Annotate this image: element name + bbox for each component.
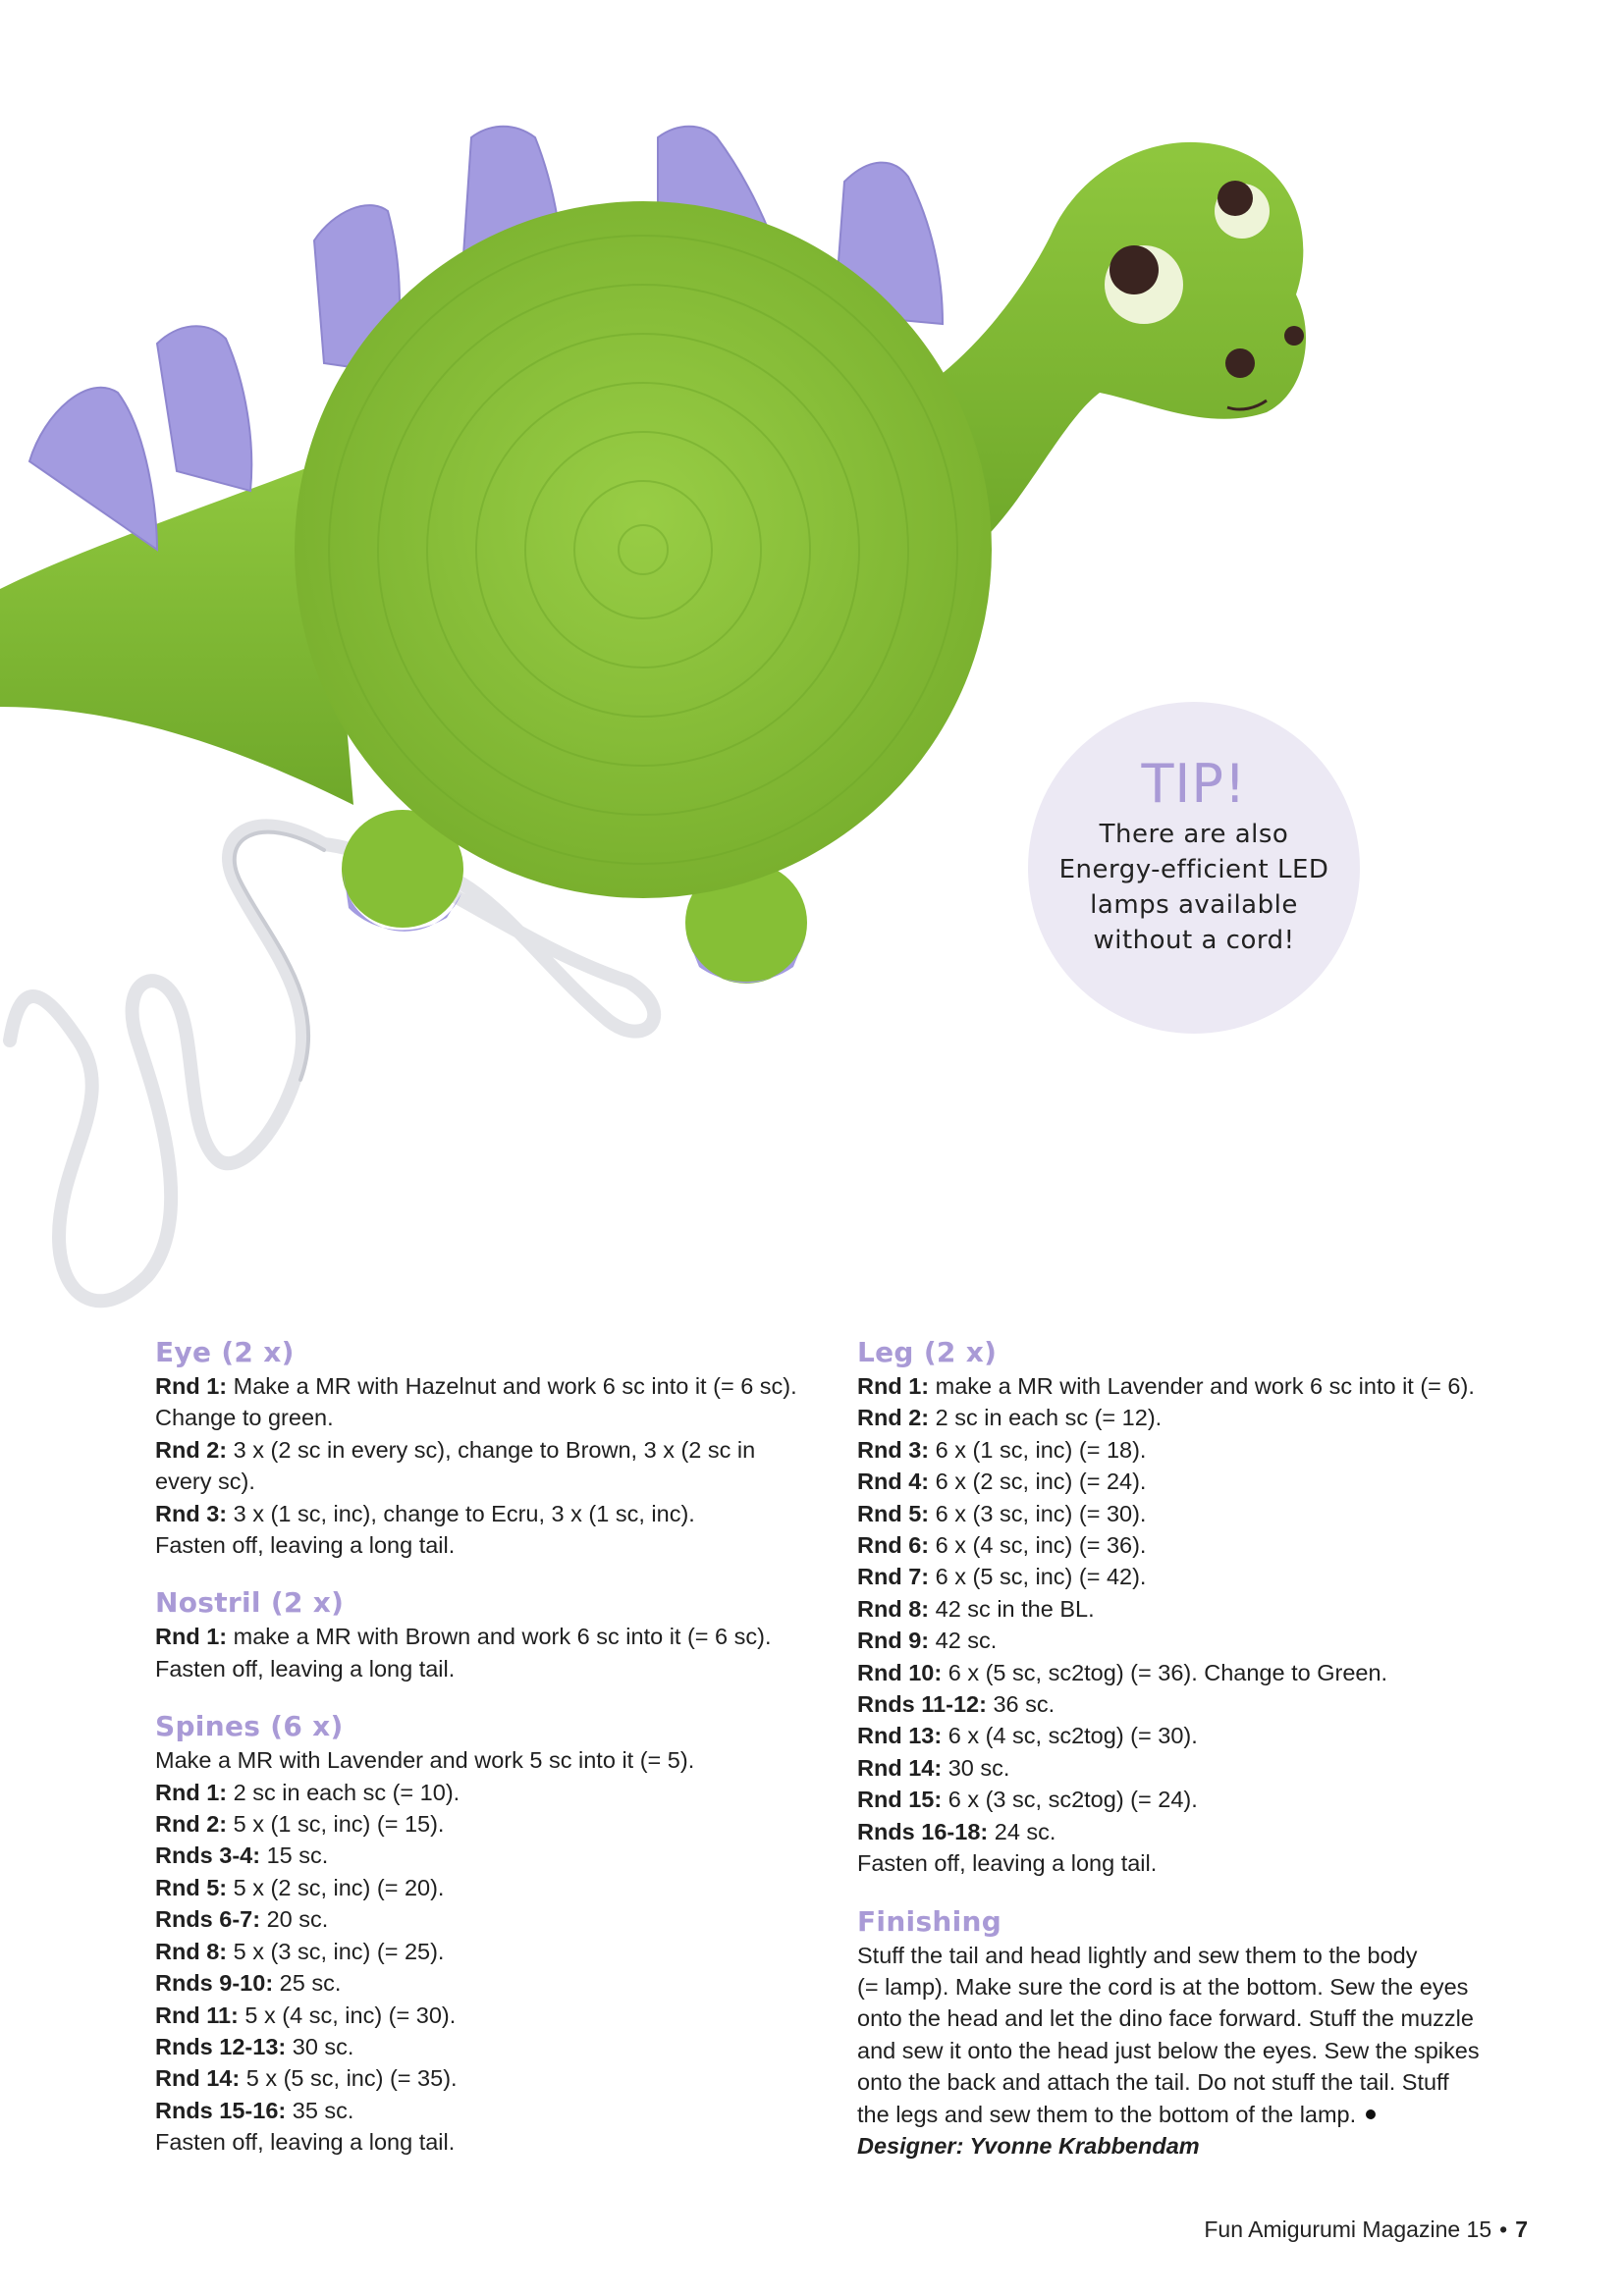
pattern-line: Rnd 6: 6 x (4 sc, inc) (= 36). (857, 1532, 1147, 1559)
section-heading: Finishing (857, 1904, 1002, 1938)
left-column (155, 1335, 842, 2183)
dino-nostril (1284, 326, 1304, 346)
pattern-line: Rnds 16-18: 24 sc. (857, 1818, 1056, 1844)
pattern-line: Change to green. (155, 1405, 334, 1431)
pattern-line: Rnd 4: 6 x (2 sc, inc) (= 24). (857, 1468, 1147, 1495)
section-leg (857, 1335, 1544, 1880)
finishing-line: (= lamp). Make sure the cord is at the bottom. Sew the eyes (857, 1973, 1469, 2000)
section-heading: Nostril (2 x) (155, 1586, 345, 1620)
right-column (857, 1335, 1544, 2186)
pattern-line: Rnds 9-10: 25 sc. (155, 1970, 342, 1997)
lamp-cord (10, 826, 654, 1301)
finishing-line: and sew it onto the head just below the eyes. Sew the spikes (857, 2037, 1480, 2063)
pattern-line: Rnd 8: 42 sc in the BL. (857, 1595, 1095, 1622)
designer-credit: Designer: Yvonne Krabbendam (857, 2132, 1200, 2159)
pattern-line: Rnd 3: 3 x (1 sc, inc), change to Ecru, 3 x (1 sc, inc). (155, 1500, 695, 1526)
end-bullet-icon (1366, 2109, 1376, 2119)
pattern-line: Rnds 6-7: 20 sc. (155, 1906, 329, 1933)
pattern-line: Rnd 13: 6 x (4 sc, sc2tog) (= 30). (857, 1723, 1198, 1749)
pattern-line: every sc). (155, 1468, 255, 1495)
pattern-line: Rnds 15-16: 35 sc. (155, 2097, 354, 2123)
tip-text: There are also Energy-efficient LED lamps available without a cord! (1058, 820, 1329, 955)
pattern-line: Rnd 5: 5 x (2 sc, inc) (= 20). (155, 1874, 445, 1900)
pattern-line: Rnd 8: 5 x (3 sc, inc) (= 25). (155, 1938, 445, 1964)
pattern-line: Rnd 1: Make a MR with Hazelnut and work 6 sc into it (= 6 sc). (155, 1373, 797, 1399)
pattern-line: Rnd 2: 5 x (1 sc, inc) (= 15). (155, 1811, 445, 1838)
pattern-line: Rnd 10: 6 x (5 sc, sc2tog) (= 36). Change to Green. (857, 1659, 1388, 1685)
dino-body (295, 201, 992, 898)
pattern-line: Rnd 7: 6 x (5 sc, inc) (= 42). (857, 1564, 1147, 1590)
pattern-line: Rnd 14: 5 x (5 sc, inc) (= 35). (155, 2065, 458, 2092)
section-finishing (857, 1904, 1544, 2163)
page-number: 7 (1515, 2216, 1528, 2242)
pattern-line: Rnds 12-13: 30 sc. (155, 2033, 354, 2059)
pattern-line: Fasten off, leaving a long tail. (155, 2129, 456, 2156)
magazine-name: Fun Amigurumi Magazine 15 (1204, 2216, 1492, 2242)
finishing-line: onto the back and attach the tail. Do not stuff the tail. Stuff (857, 2069, 1449, 2096)
section-heading: Eye (2 x) (155, 1336, 295, 1368)
pattern-line: Rnd 9: 42 sc. (857, 1628, 998, 1654)
pattern-line: Rnd 14: 30 sc. (857, 1754, 1010, 1781)
pattern-line: Rnds 3-4: 15 sc. (155, 1842, 329, 1869)
pattern-line: Rnd 11: 5 x (4 sc, inc) (= 30). (155, 2002, 457, 2028)
section-spines (155, 1709, 842, 2158)
pattern-line: Fasten off, leaving a long tail. (857, 1850, 1158, 1877)
pattern-line: Rnd 2: 2 sc in each sc (= 12). (857, 1405, 1163, 1431)
tip-bubble (1028, 702, 1360, 1034)
pattern-line: Rnd 2: 3 x (2 sc in every sc), change to Brown, 3 x (2 sc in (155, 1436, 756, 1463)
pattern-line: Rnd 1: make a MR with Lavender and work 6 sc into it (= 6). (857, 1373, 1475, 1399)
section-heading: Leg (2 x) (857, 1336, 998, 1368)
section-eye (155, 1335, 842, 1561)
pattern-line: Fasten off, leaving a long tail. (155, 1655, 456, 1682)
pattern-line: Rnd 5: 6 x (3 sc, inc) (= 30). (857, 1500, 1147, 1526)
footer-separator: • (1499, 2216, 1508, 2242)
pattern-line: Make a MR with Lavender and work 5 sc into it (= 5). (155, 1747, 695, 1774)
finishing-line: the legs and sew them to the bottom of the lamp. (857, 2099, 1544, 2130)
pattern-line: Fasten off, leaving a long tail. (155, 1532, 456, 1559)
tip-title: TIP! (1141, 753, 1247, 815)
pattern-line: Rnd 15: 6 x (3 sc, sc2tog) (= 24). (857, 1787, 1198, 1813)
pattern-line: Rnds 11-12: 36 sc. (857, 1691, 1056, 1718)
dino-nostril (1225, 348, 1255, 378)
finishing-line: onto the head and let the dino face forward. Stuff the muzzle (857, 2005, 1474, 2032)
section-nostril (155, 1585, 842, 1684)
page-footer (1204, 2216, 1528, 2243)
finishing-line: Stuff the tail and head lightly and sew them to the body (857, 1942, 1418, 1968)
section-heading: Spines (6 x) (155, 1710, 344, 1743)
pattern-line: Rnd 1: 2 sc in each sc (= 10). (155, 1779, 460, 1805)
pattern-line: Rnd 1: make a MR with Brown and work 6 sc into it (= 6 sc). (155, 1624, 772, 1650)
pattern-line: Rnd 3: 6 x (1 sc, inc) (= 18). (857, 1436, 1147, 1463)
